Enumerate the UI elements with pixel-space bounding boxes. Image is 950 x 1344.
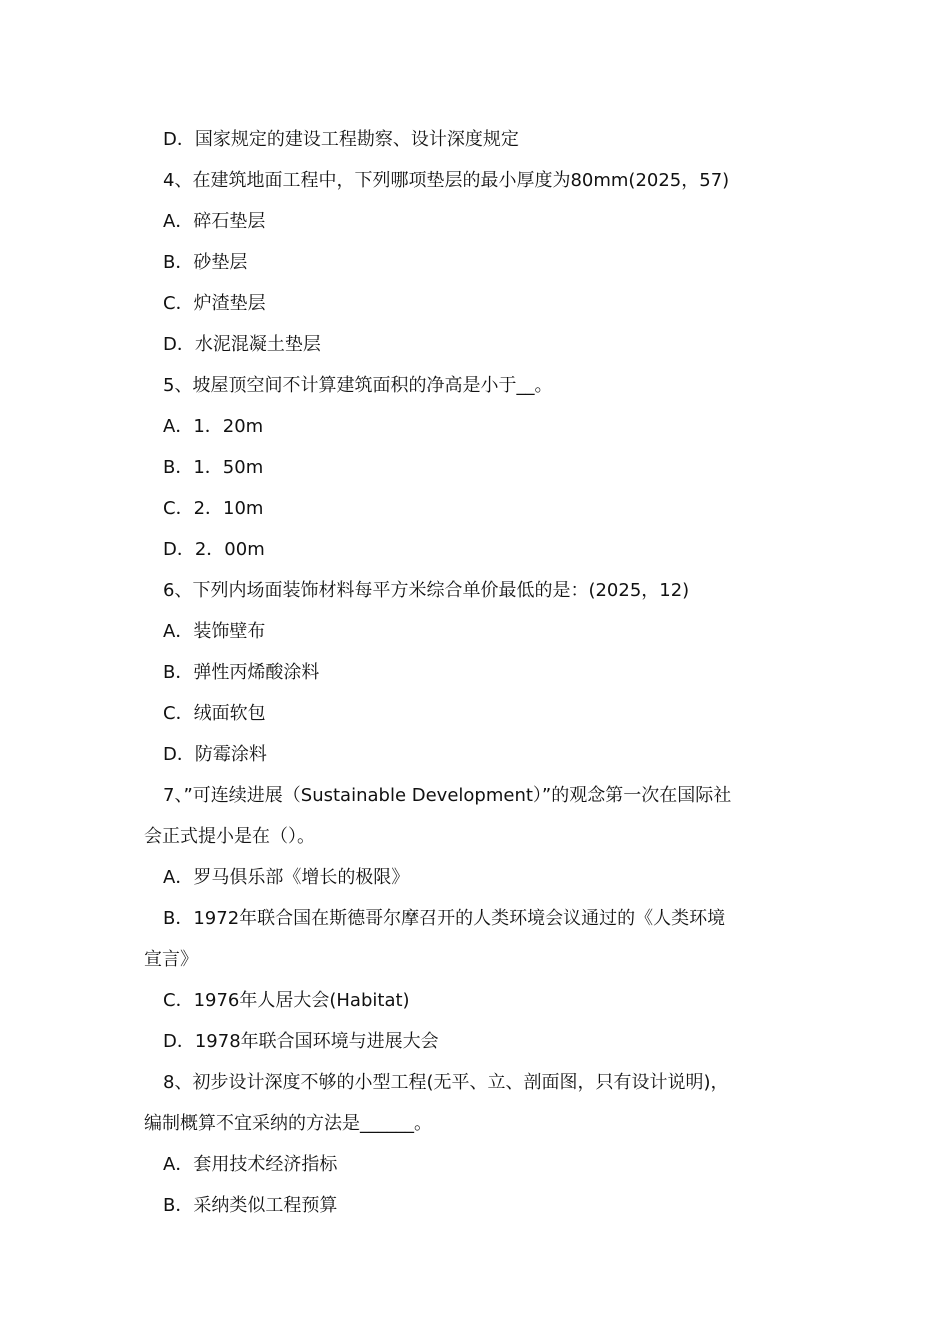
- question-5: 5、坡屋顶空间不计算建筑面积的净高是小于__。: [163, 375, 553, 396]
- option-a-q5: A．1．20m: [163, 416, 264, 437]
- question-7-line2: 会正式提小是在（）。: [144, 826, 315, 847]
- question-8-line2: 编制概算不宜采纳的方法是______。: [144, 1113, 432, 1134]
- option-c-q6: C．绒面软包: [163, 703, 266, 724]
- question-6: 6、下列内场面装饰材料每平方米综合单价最低的是：(2025，12): [163, 580, 690, 601]
- option-d-q4: D．水泥混凝土垫层: [163, 334, 321, 355]
- option-b-q5: B．1．50m: [163, 457, 264, 478]
- option-c-q4: C．炉渣垫层: [163, 293, 266, 314]
- option-c-q5: C．2．10m: [163, 498, 264, 519]
- option-a-q8: A．套用技术经济指标: [163, 1154, 338, 1175]
- option-d-q6: D．防霉涂料: [163, 744, 267, 765]
- option-a-q7: A．罗马俱乐部《增长的极限》: [163, 867, 410, 888]
- option-b-q7-line1: B．1972年联合国在斯德哥尔摩召开的人类环境会议通过的《人类环境: [163, 908, 726, 929]
- option-b-q8: B．采纳类似工程预算: [163, 1195, 338, 1216]
- question-8-line1: 8、初步设计深度不够的小型工程(无平、立、剖面图，只有设计说明)，: [163, 1072, 729, 1093]
- option-a-q4: A．碎石垫层: [163, 211, 266, 232]
- question-7-line1: 7、”可连续进展（Sustainable Development）”的观念第一次在国际社: [163, 785, 732, 806]
- option-b-q7-line2: 宣言》: [144, 949, 198, 970]
- option-d-q5: D．2．00m: [163, 539, 265, 560]
- document-body: [144, 119, 806, 1226]
- option-b-q6: B．弹性丙烯酸涂料: [163, 662, 320, 683]
- option-b-q4: B．砂垫层: [163, 252, 248, 273]
- option-a-q6: A．装饰壁布: [163, 621, 266, 642]
- option-d-q3: D．国家规定的建设工程勘察、设计深度规定: [163, 129, 519, 150]
- question-4: 4、在建筑地面工程中，下列哪项垫层的最小厚度为80mm(2025，57): [163, 170, 730, 191]
- option-c-q7: C．1976年人居大会(Habitat): [163, 990, 410, 1011]
- option-d-q7: D．1978年联合国环境与进展大会: [163, 1031, 439, 1052]
